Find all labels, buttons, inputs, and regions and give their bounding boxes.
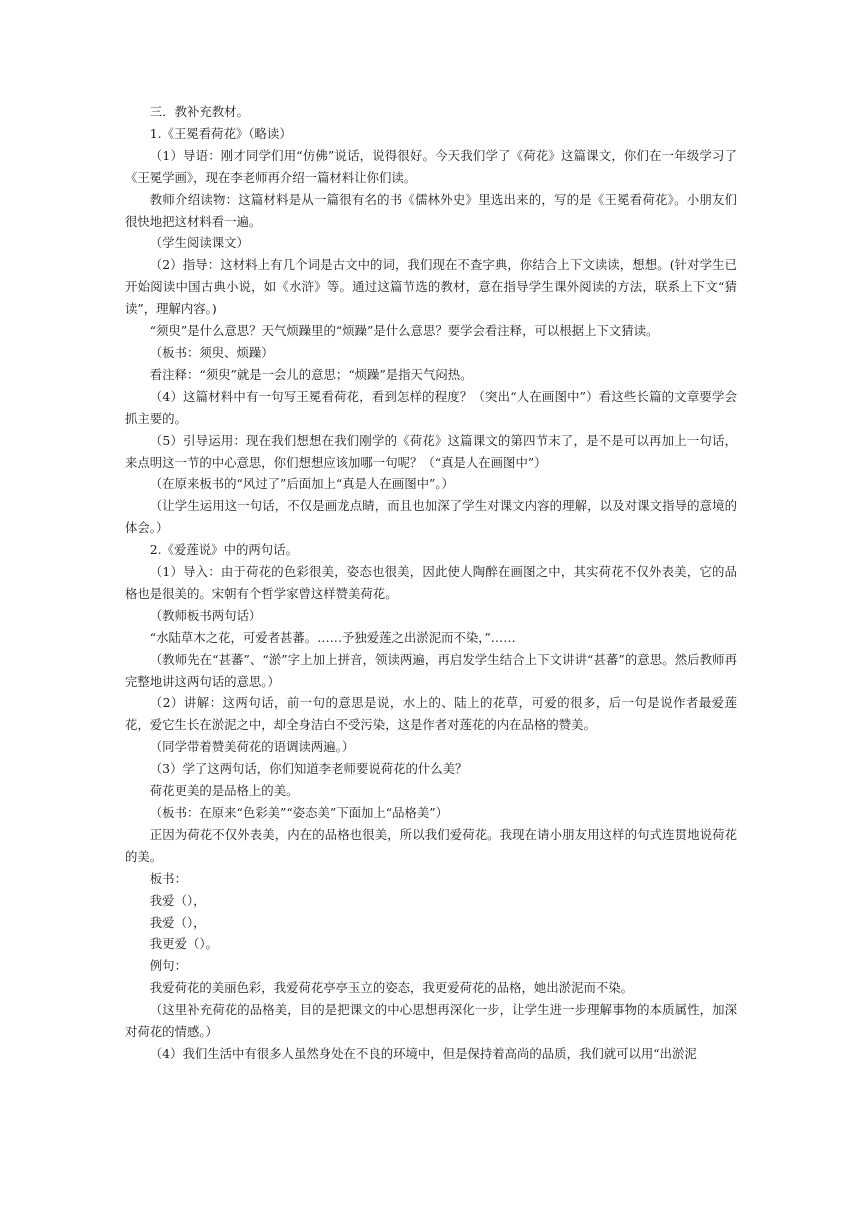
paragraph: “水陆草木之花，可爱者甚蕃。……予独爱莲之出淤泥而不染，”…… [149,629,516,645]
paragraph: （3）学了这两句话，你们知道李老师要说荷花的什么美？ [149,761,468,777]
paragraph: （板书：在原来“色彩美”“姿态美”下面加上“品格美”） [149,805,449,820]
subsection-heading: 1.《王冕看荷花》（略读） [149,125,292,141]
section-heading: 三．教补充教材。 [149,104,249,119]
paragraph: （教师先在“甚蕃”、“淤”字上加上拼音，领读两遍，再启发学生结合上下文讲讲“甚蕃”的意思。然后教师再完整地讲这两句话的意思。） [125,651,737,689]
paragraph: 例句： [149,958,187,974]
paragraph: 我爱（）， [149,914,206,930]
paragraph: 板书： [149,870,187,886]
paragraph: 看注释：“须臾”就是一会儿的意思；“烦躁”是指天气闷热。 [149,366,473,382]
paragraph: 正因为荷花不仅外表美，内在的品格也很美，所以我们爱荷花。我现在请小朋友用这样的句式连贯地说荷花的美。 [125,826,737,864]
paragraph: （板书：须臾、烦躁） [149,344,274,360]
paragraph: （这里补充荷花的品格美，目的是把课文的中心思想再深化一步，让学生进一步理解事物的本质属性，加深对荷花的情感。） [125,1002,737,1040]
paragraph: （2）讲解：这两句话，前一句的意思是说，水上的、陆上的花草，可爱的很多，后一句是说作者最爱莲花，爱它生长在淤泥之中，却全身洁白不受污染，这是作者对莲花的内在品格的赞美。 [125,695,737,733]
paragraph: 荷花更美的是品格上的美。 [149,783,299,799]
paragraph: （5）引导运用：现在我们想想在我们刚学的《荷花》这篇课文的第四节末了，是不是可以再加上一句话，来点明这一节的中心意思，你们想想应该加哪一句呢？（“真是人在画图中”） [125,432,737,470]
paragraph: （教师板书两句话） [149,607,262,623]
subsection-heading: 2.《爱莲说》中的两句话。 [149,542,298,558]
paragraph: 我更爱（）。 [149,936,218,952]
paragraph: （1）导入：由于荷花的色彩很美，姿态也很美，因此使人陶醉在画图之中，其实荷花不仅外表美，它的品格也是很美的。宋朝有个哲学家曾这样赞美荷花。 [125,564,737,601]
paragraph: “须臾”是什么意思？天气烦躁里的“烦躁”是什么意思？要学会看注释，可以根据上下文猜读。 [149,323,659,339]
paragraph: （学生阅读课文） [149,235,249,251]
paragraph: （让学生运用这一句话，不仅是画龙点睛，而且也加深了学生对课文内容的理解，以及对课文指导的意境的体会。） [125,498,737,536]
paragraph: （1）导语：刚才同学们用“仿佛”说话，说得很好。今天我们学了《荷花》这篇课文，你们在一年级学习了《王冕学画》，现在李老师再介绍一篇材料让你们读。 [125,147,737,185]
paragraph: （4）我们生活中有很多人虽然身处在不良的环境中，但是保持着高尚的品质，我们就可以用“出淤泥 [149,1045,697,1061]
paragraph: （同学带着赞美荷花的语调读两遍。） [149,739,355,755]
paragraph: （在原来板书的“风过了”后面加上“真是人在画图中”。） [149,476,454,492]
paragraph: 教师介绍读物：这篇材料是从一篇很有名的书《儒林外史》里选出来的，写的是《王冕看荷花》。小朋友们很快地把这材料看一遍。 [125,191,737,229]
paragraph: （2）指导：这材料上有几个词是古文中的词，我们现在不查字典，你结合上下文读读，想想。(针对学生已开始阅读中国古典小说，如《水浒》等。通过这篇节选的教材，意在指导学生课外阅读的方法，联系上下文“猜读”，理解内容。) [125,257,737,317]
paragraph: （4）这篇材料中有一句写王冕看荷花，看到怎样的程度？（突出“人在画图中”）看这些长篇的文章要学会抓主要的。 [125,388,737,426]
paragraph: 我爱荷花的美丽色彩，我爱荷花亭亭玉立的姿态，我更爱荷花的品格，她出淤泥而不染。 [149,980,634,996]
document-body [125,101,737,1065]
paragraph: 我爱（）， [149,892,206,908]
